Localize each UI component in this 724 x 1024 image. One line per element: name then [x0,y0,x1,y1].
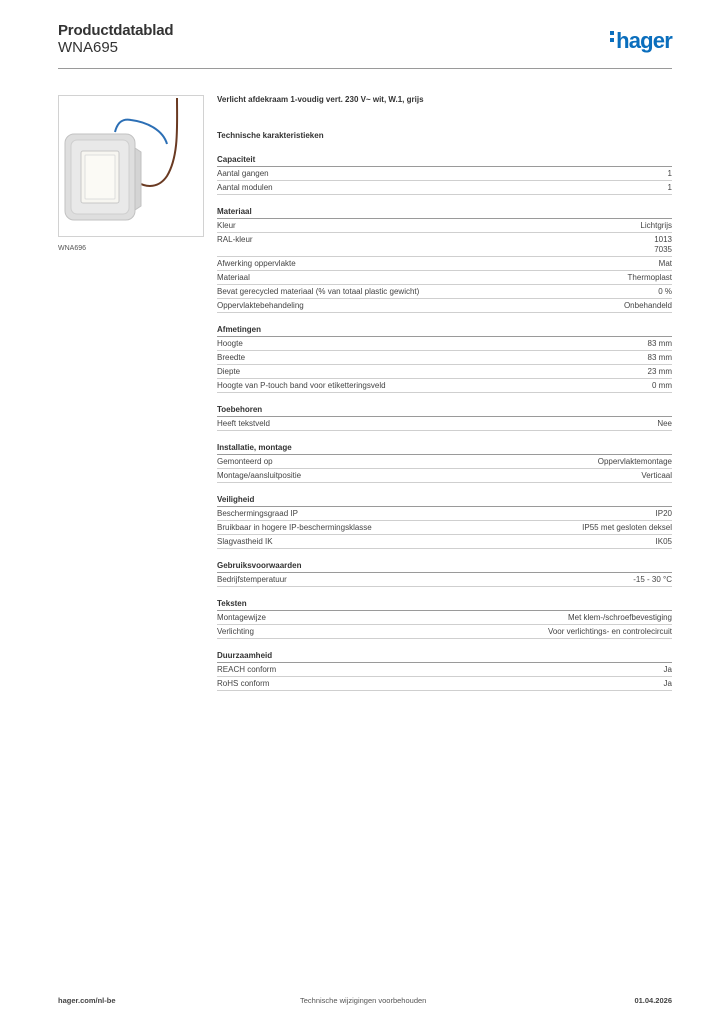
spec-label: RAL-kleur [217,235,253,244]
section-afmetingen [217,325,672,393]
spec-row [217,379,672,393]
section-installatie [217,443,672,483]
logo-text: hager [616,28,672,53]
spec-label: Bruikbaar in hogere IP-beschermingsklasse [217,523,372,532]
frame-with-wires-icon [59,96,203,236]
spec-value: 0 % [658,287,672,296]
spec-row [217,167,672,181]
ral-value-2: 7035 [654,245,672,254]
spec-label: Breedte [217,353,246,362]
product-code: WNA695 [58,39,119,56]
header-divider [58,68,672,69]
spec-value: Voor verlichtings- en controlecircuit [547,627,672,636]
spec-row [217,365,672,379]
spec-row [217,285,672,299]
spec-value: IP55 met gesloten deksel [582,523,672,532]
document-title: Productdatablad [58,22,174,39]
spec-value: Thermoplast [627,273,672,282]
logo-dots-icon [610,31,615,45]
spec-row [217,625,672,639]
technical-heading: Technische karakteristieken [217,131,324,140]
spec-row [217,417,672,431]
section-duurzaamheid [217,651,672,691]
spec-row [217,181,672,195]
section-heading: Afmetingen [217,325,672,337]
image-caption: WNA696 [58,245,87,252]
spec-row [217,469,672,483]
spec-value: Ja [663,665,672,674]
spec-value: 1 [667,183,672,192]
footer-website-link[interactable]: hager.com/nl-be [58,996,116,1005]
spec-label: Materiaal [217,273,250,282]
spec-value: IP20 [655,509,672,518]
section-materiaal [217,207,672,313]
spec-label: RoHS conform [217,679,270,688]
spec-row [217,521,672,535]
spec-value: Verticaal [641,471,672,480]
spec-row [217,219,672,233]
spec-row [217,535,672,549]
spec-row [217,257,672,271]
spec-row [217,611,672,625]
spec-label: Bevat gerecycled materiaal (% van totaal plastic gewicht) [217,287,420,296]
spec-value: 23 mm [647,367,672,376]
product-image [58,95,204,237]
spec-value: IK05 [655,537,672,546]
section-heading: Gebruiksvoorwaarden [217,561,672,573]
section-heading: Materiaal [217,207,672,219]
spec-value [654,235,672,255]
spec-value: Oppervlaktemontage [597,457,672,466]
section-heading: Toebehoren [217,405,672,417]
section-heading: Veiligheid [217,495,672,507]
spec-label: Oppervlaktebehandeling [217,301,304,310]
spec-value: Met klem-/schroefbevestiging [567,613,672,622]
section-heading: Duurzaamheid [217,651,672,663]
section-heading: Capaciteit [217,155,672,167]
spec-row [217,337,672,351]
spec-label: Montage/aansluitpositie [217,471,302,480]
spec-label: Hoogte [217,339,243,348]
section-capaciteit [217,155,672,195]
spec-row [217,663,672,677]
spec-value: 83 mm [647,339,672,348]
ral-value-1: 1013 [654,235,672,244]
section-veiligheid [217,495,672,549]
spec-label: Aantal modulen [217,183,273,192]
spec-label: Hoogte van P-touch band voor etiketteringsveld [217,381,386,390]
spec-label: Bedrijfstemperatuur [217,575,287,584]
spec-label: Slagvastheid IK [217,537,273,546]
spec-row [217,573,672,587]
spec-value: 1 [667,169,672,178]
spec-label: Afwerking oppervlakte [217,259,296,268]
spec-value: Lichtgrijs [640,221,672,230]
page-header [58,22,672,68]
spec-value: -15 - 30 °C [633,575,672,584]
hager-logo [610,28,672,54]
spec-label: Diepte [217,367,241,376]
spec-row [217,507,672,521]
spec-row [217,233,672,257]
product-title: Verlicht afdekraam 1-voudig vert. 230 V~ wit, W.1, grijs [217,95,424,104]
spec-label: REACH conform [217,665,277,674]
section-heading: Installatie, montage [217,443,672,455]
spec-row [217,299,672,313]
spec-label: Beschermingsgraad IP [217,509,298,518]
spec-value: 0 mm [652,381,672,390]
footer-date: 01.04.2026 [634,996,672,1005]
spec-label: Verlichting [217,627,254,636]
spec-value: Ja [663,679,672,688]
section-toebehoren [217,405,672,431]
spec-label: Aantal gangen [217,169,269,178]
spec-row [217,455,672,469]
footer-disclaimer: Technische wijzigingen voorbehouden [300,996,427,1005]
spec-row [217,351,672,365]
spec-value: Mat [658,259,672,268]
spec-label: Heeft tekstveld [217,419,270,428]
spec-label: Kleur [217,221,236,230]
spec-value: 83 mm [647,353,672,362]
section-heading: Teksten [217,599,672,611]
section-teksten [217,599,672,639]
spec-value: Onbehandeld [623,301,672,310]
spec-label: Montagewijze [217,613,266,622]
spec-label: Gemonteerd op [217,457,273,466]
spec-value: Nee [657,419,672,428]
spec-content [217,95,672,691]
section-gebruiksvoorwaarden [217,561,672,587]
spec-row [217,677,672,691]
spec-row [217,271,672,285]
